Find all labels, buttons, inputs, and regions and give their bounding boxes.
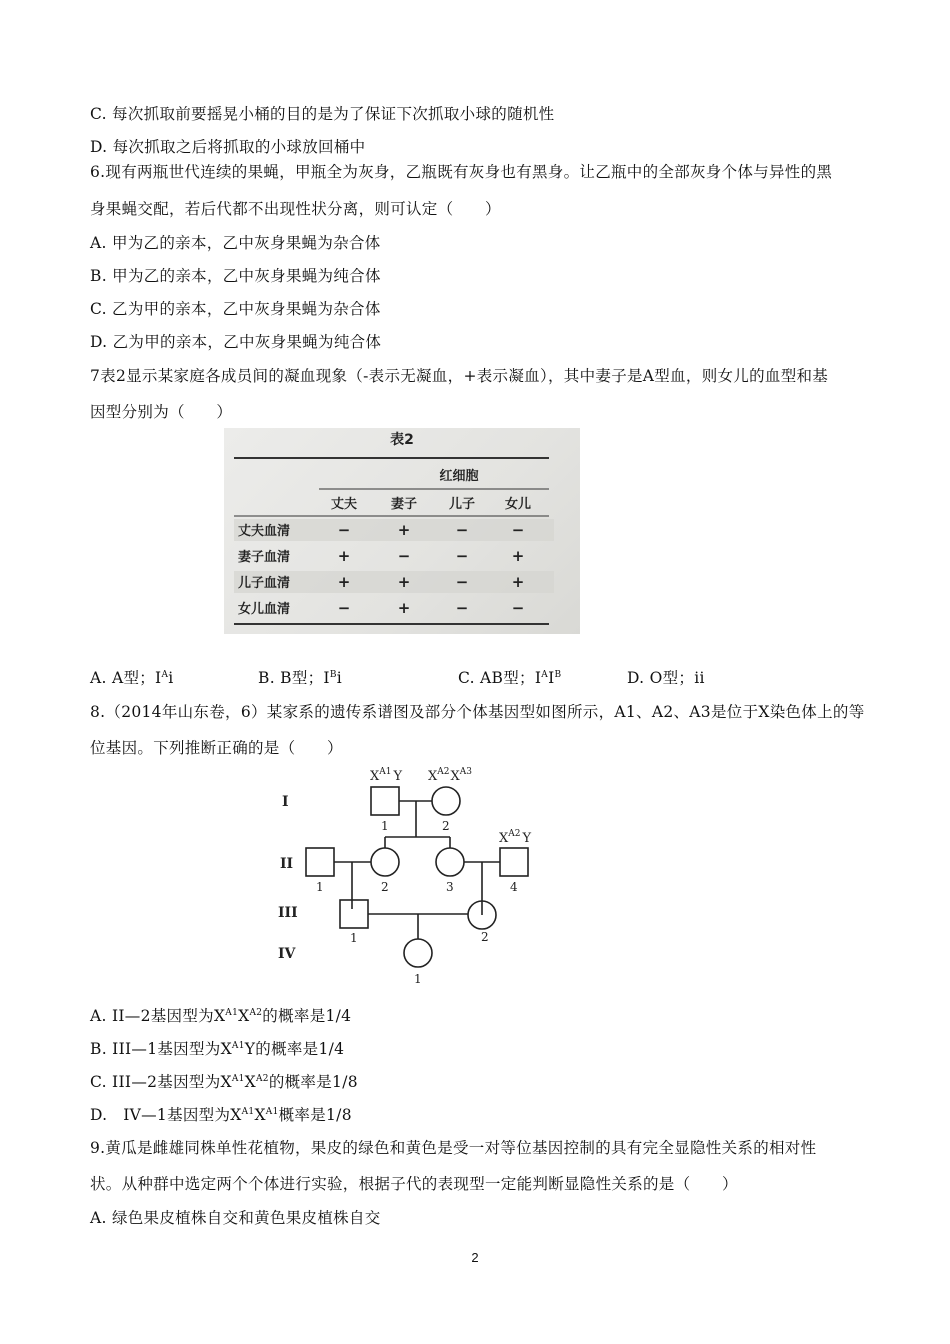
ii4-genotype: $X^{A2}$ Y	[499, 829, 532, 846]
gen-label-iv: IV	[278, 946, 296, 962]
q6-option-d: D. 乙为甲的亲本，乙中灰身果蝇为纯合体	[90, 333, 382, 351]
agglutination-table-figure	[224, 428, 580, 634]
cell-r4c2: +	[397, 599, 411, 617]
cell-r1c2: +	[397, 521, 411, 539]
col-header-husband: 丈夫	[330, 497, 358, 512]
num-iii2: 2	[481, 930, 489, 944]
cell-r2c2: −	[397, 547, 411, 565]
num-ii4: 4	[510, 880, 518, 894]
num-iv1: 1	[414, 972, 422, 986]
q8-stem-line2: 位基因。下列推断正确的是（ ）	[90, 739, 343, 757]
cell-r3c4: +	[511, 573, 525, 591]
q9-stem-line1: 9.黄瓜是雌雄同株单性花植物，果皮的绿色和黄色是受一对等位基因控制的具有完全显隐性关系的相对性	[90, 1139, 817, 1157]
pedigree-diagram	[270, 760, 540, 990]
num-iii1: 1	[350, 931, 358, 945]
q5-option-c: C. 每次抓取前要摇晃小桶的目的是为了保证下次抓取小球的随机性	[90, 105, 555, 123]
i2-genotype: $X^{A2}X^{A3}$	[428, 767, 472, 784]
q6-option-a: A. 甲为乙的亲本，乙中灰身果蝇为杂合体	[90, 234, 381, 252]
num-i1: 1	[381, 819, 389, 833]
q7-option-d: D. O型；ii	[627, 669, 705, 687]
table-group-header: 红细胞	[439, 469, 479, 484]
pedigree-ii2-female	[371, 848, 399, 876]
gen-label-ii: II	[280, 856, 294, 872]
q8-option-c: C. III—2基因型为$X^{A1}X^{A2}$的概率是1/8	[90, 1073, 358, 1091]
q6-option-b: B. 甲为乙的亲本，乙中灰身果蝇为纯合体	[90, 267, 381, 285]
q8-option-d: D. IV—1基因型为$X^{A1}X^{A1}$概率是1/8	[90, 1106, 352, 1124]
num-ii1: 1	[316, 880, 324, 894]
pedigree-iv1-female	[404, 939, 432, 967]
pedigree-ii4-male	[500, 848, 528, 876]
table-title: 表2	[390, 432, 414, 448]
cell-r3c3: −	[455, 573, 469, 591]
num-i2: 2	[442, 819, 450, 833]
gen-label-i: I	[282, 794, 289, 810]
q7-option-c: C. AB型；$I^AI^B$	[458, 669, 562, 687]
cell-r4c1: −	[337, 599, 351, 617]
col-header-son: 儿子	[448, 497, 476, 512]
q5-option-d: D. 每次抓取之后将抓取的小球放回桶中	[90, 138, 366, 156]
row-label-daughter-serum: 女儿血清	[238, 602, 291, 617]
pedigree-i2-female	[432, 787, 460, 815]
cell-r4c3: −	[455, 599, 469, 617]
cell-r2c1: +	[337, 547, 351, 565]
q6-stem-line2: 身果蝇交配，若后代都不出现性状分离，则可认定（ ）	[90, 200, 501, 218]
col-header-wife: 妻子	[390, 497, 418, 512]
row-label-son-serum: 儿子血清	[238, 576, 291, 591]
gen-label-iii: III	[278, 905, 298, 921]
row-label-husband-serum: 丈夫血清	[238, 524, 291, 539]
col-header-daughter: 女儿	[504, 497, 532, 512]
row-label-wife-serum: 妻子血清	[238, 550, 291, 565]
q6-stem-line1: 6.现有两瓶世代连续的果蝇，甲瓶全为灰身，乙瓶既有灰身也有黑身。让乙瓶中的全部灰身个体与异性的黑	[90, 163, 833, 181]
q8-option-a: A. II—2基因型为$X^{A1}X^{A2}$的概率是1/4	[90, 1007, 352, 1025]
cell-r2c3: −	[455, 547, 469, 565]
q9-option-a: A. 绿色果皮植株自交和黄色果皮植株自交	[90, 1209, 381, 1227]
q8-stem-line1: 8.（2014年山东卷，6）某家系的遗传系谱图及部分个体基因型如图所示，A1、A2、A3是位于X染色体上的等	[90, 703, 865, 721]
q6-option-c: C. 乙为甲的亲本，乙中灰身果蝇为杂合体	[90, 300, 381, 318]
i1-genotype: $X^{A1}$ Y	[370, 767, 403, 784]
num-ii3: 3	[446, 880, 454, 894]
page-number: 2	[471, 1250, 479, 1265]
q7-option-a: A. A型；$I^Ai$	[90, 669, 174, 687]
pedigree-i1-male	[371, 787, 399, 815]
cell-r3c2: +	[397, 573, 411, 591]
q7-stem-line1: 7表2显示某家庭各成员间的凝血现象（-表示无凝血，+表示凝血），其中妻子是A型血，则女儿的血型和基	[90, 367, 829, 385]
cell-r1c4: −	[511, 521, 525, 539]
cell-r1c3: −	[455, 521, 469, 539]
cell-r1c1: −	[337, 521, 351, 539]
cell-r4c4: −	[511, 599, 525, 617]
pedigree-iii1-male	[340, 900, 368, 928]
pedigree-ii1-male	[306, 848, 334, 876]
q9-stem-line2: 状。从种群中选定两个个体进行实验，根据子代的表现型一定能判断显隐性关系的是（ ）	[90, 1175, 738, 1193]
q7-stem-line2: 因型分别为（ ）	[90, 403, 233, 421]
num-ii2: 2	[381, 880, 389, 894]
cell-r2c4: +	[511, 547, 525, 565]
cell-r3c1: +	[337, 573, 351, 591]
pedigree-ii3-female	[436, 848, 464, 876]
q7-option-b: B. B型；$I^Bi$	[258, 669, 343, 687]
q8-option-b: B. III—1基因型为$X^{A1}Y$的概率是1/4	[90, 1040, 345, 1058]
